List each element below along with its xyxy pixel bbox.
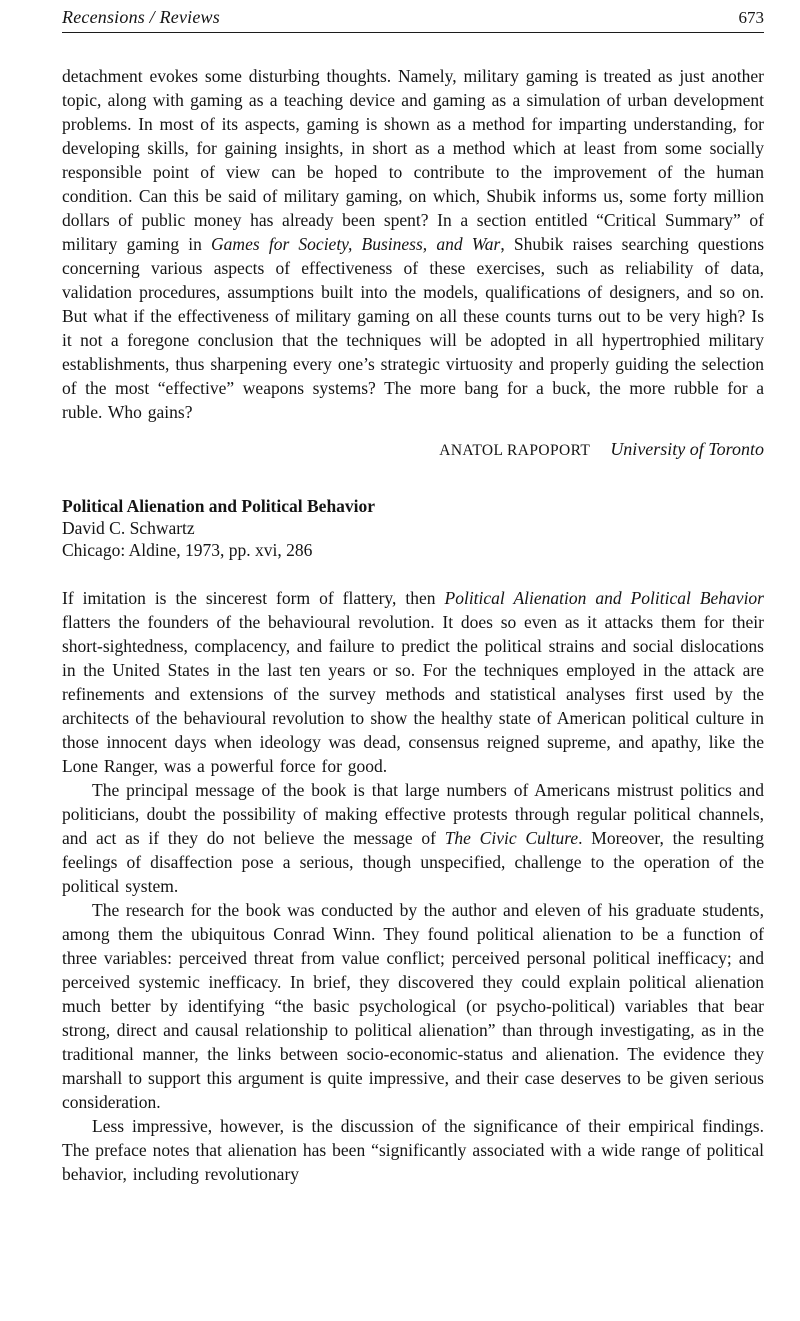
text-run: The principal message of the book is that large numbers of Americans mistrust politics and politicians, doubt the possibility of making effective protests through regular political channels, and act as if they do not believe the message of [62, 780, 764, 848]
italic-text: Political Alienation and Political Behavior [444, 588, 764, 608]
reviewer-affiliation: University of Toronto [610, 439, 764, 459]
review-body [62, 586, 764, 1186]
italic-text: The Civic Culture [444, 828, 579, 848]
text-run: Less impressive, however, is the discussion of the significance of their empirical findings. The preface notes that alienation has been “significantly associated with a wide range of political behavior, including revolutionary [62, 1116, 764, 1184]
book-info [62, 495, 764, 561]
running-title: Recensions / Reviews [62, 7, 220, 27]
text-run: detachment evokes some disturbing thoughts. Namely, military gaming is treated as just another topic, along with gaming as a teaching device and gaming as a simulation of urban development problems. In most of its aspects, gaming is shown as a method for imparting understanding, for developing skills, for gaining insights, in short as a method which at least from some socially responsible point of view can be hoped to contribute to the improvement of the human condition. Can this be said of military gaming, on which, Shubik informs us, some forty million dollars of public money has already been spent? In a section entitled “Critical Summary” of military gaming in [62, 66, 764, 254]
page-header [62, 6, 764, 29]
book-review [62, 495, 764, 1186]
book-title: Political Alienation and Political Behavior [62, 496, 376, 516]
reviewer-signature [62, 437, 764, 463]
review-paragraph [62, 898, 764, 1114]
reviewer-name: ANATOL RAPOPORT [439, 442, 591, 459]
text-run: The research for the book was conducted by the author and eleven of his graduate students, among them the ubiquitous Conrad Winn. They found political alienation to be a function of three variables: perceived threat from value conflict; perceived personal political inefficacy; and perceived systemic inefficacy. In brief, they discovered they could explain political alienation much better by identifying “the basic psychological (or psycho-political) variables that bear strong, direct and causal relationship to political alienation” than through investigating, as in the traditional manner, the links between socio-economic-status and alienation. The evidence they marshall to support this argument is quite impressive, and their case deserves to be given serious consideration. [62, 900, 764, 1112]
italic-text: Games for Society, Business, and War [211, 234, 501, 254]
review-continuation-paragraph [62, 64, 764, 424]
text-run: If imitation is the sincerest form of flattery, then [62, 588, 445, 608]
header-rule [62, 32, 764, 33]
review-paragraph [62, 586, 764, 778]
text-run: flatters the founders of the behavioural revolution. It does so even as it attacks them for their short-sightedness, complacency, and failure to predict the political strains and social dislocations in the United States in the last ten years or so. For the techniques employed in the attack are refinements and extensions of the survey methods and statistical analyses first used by the architects of the behavioural revolution to show the healthy state of American political culture in those innocent days when ideology was dead, consensus reigned supreme, and apathy, like the Lone Ranger, was a powerful force for good. [62, 612, 764, 776]
page-number: 673 [738, 8, 764, 27]
review-paragraph [62, 1114, 764, 1186]
book-publication: Chicago: Aldine, 1973, pp. xvi, 286 [62, 540, 313, 560]
review-continuation [62, 64, 764, 463]
review-paragraph [62, 778, 764, 898]
book-author: David C. Schwartz [62, 518, 195, 538]
text-run: . Moreover, the resulting feelings of disaffection pose a serious, though unspecified, challenge to the operation of the political system. [62, 828, 765, 896]
text-run: , Shubik raises searching questions concerning various aspects of effectiveness of these exercises, such as reliability of data, validation procedures, assumptions built into the models, qualifications of designers, and so on. But what if the effectiveness of military gaming on all these counts turns out to be very high? Is it not a foregone conclusion that the techniques will be adopted in all hypertrophied military establishments, thus sharpening every one’s strategic virtuosity and properly guiding the selection of the most “effective” weapons systems? The more bang for a buck, the more rubble for a ruble. Who gains? [62, 234, 764, 422]
